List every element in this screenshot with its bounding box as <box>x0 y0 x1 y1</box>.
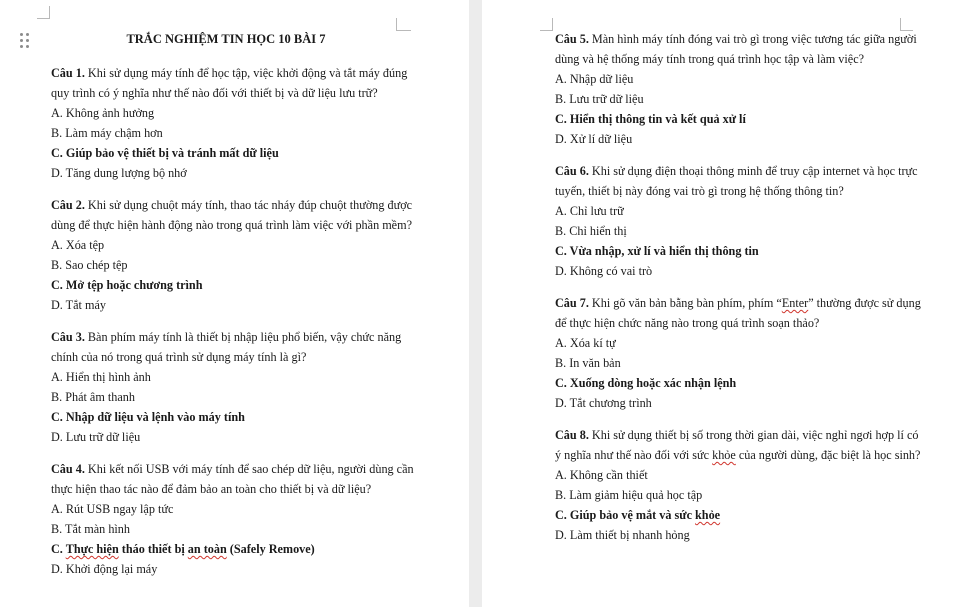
question-label: Câu 4. <box>51 462 85 476</box>
option-b[interactable]: B. Chỉ hiển thị <box>555 224 627 238</box>
option-c-correct[interactable]: C. Nhập dữ liệu và lệnh vào máy tính <box>51 410 245 424</box>
question-text[interactable] <box>51 327 421 367</box>
option-suffix: (Safely Remove) <box>226 542 315 556</box>
option-text-middle: tháo thiết bị <box>118 542 188 556</box>
question-body-start: Khi gõ văn bản bằng bàn phím, phím “ <box>588 296 782 310</box>
option-a[interactable]: A. Chỉ lưu trữ <box>555 204 624 218</box>
option-b[interactable]: B. Sao chép tệp <box>51 258 128 272</box>
document-page-left <box>0 0 469 607</box>
question-label: Câu 6. <box>555 164 589 178</box>
page-right-content <box>555 29 925 557</box>
question-body: Khi sử dụng điện thoại thông minh để truy cập internet và học trực tuyến, thiết bị này đóng vai trò gì trong hệ thống thông tin? <box>555 164 918 198</box>
spell-flagged-word[interactable]: an toàn <box>187 542 227 556</box>
question-text[interactable] <box>555 29 925 69</box>
question-text[interactable] <box>555 293 925 333</box>
option-b[interactable]: B. Làm giảm hiệu quả học tập <box>555 488 703 502</box>
option-prefix: C. Giúp bảo vệ mắt và sức <box>555 508 696 522</box>
option-b[interactable]: B. Làm máy chậm hơn <box>51 126 163 140</box>
option-a[interactable]: A. Rút USB ngay lập tức <box>51 502 174 516</box>
option-d[interactable]: D. Lưu trữ dữ liệu <box>51 430 141 444</box>
option-a[interactable]: A. Không cần thiết <box>555 468 648 482</box>
option-a[interactable]: A. Nhập dữ liệu <box>555 72 634 86</box>
crop-mark-top-left <box>37 6 50 19</box>
option-prefix: C. <box>51 542 66 556</box>
option-d[interactable]: D. Làm thiết bị nhanh hỏng <box>555 528 690 542</box>
option-c-correct[interactable]: C. Hiển thị thông tin và kết quả xử lí <box>555 112 746 126</box>
option-a[interactable]: A. Xóa tệp <box>51 238 105 252</box>
option-a[interactable]: A. Xóa kí tự <box>555 336 616 350</box>
option-b[interactable]: B. Phát âm thanh <box>51 390 135 404</box>
question-body-start: Khi sử dụng thiết bị số trong thời gian dài, việc nghỉ ngơi hợp lí có ý nghĩa như thế nào đối với sức <box>555 428 919 462</box>
spell-flagged-word[interactable]: khỏe <box>712 448 736 462</box>
question-body: Màn hình máy tính đóng vai trò gì trong việc tương tác giữa người dùng và hệ thống máy tính trong quá trình học tập và làm việc? <box>555 32 917 66</box>
option-a[interactable]: A. Không ảnh hưởng <box>51 106 155 120</box>
table-move-handle-icon[interactable] <box>20 33 30 49</box>
question-body-end: ” thường được sử dụng để thực hiện chức năng nào trong quá trình soạn thảo? <box>555 296 921 330</box>
option-d[interactable]: D. Tắt chương trình <box>555 396 652 410</box>
question-1 <box>51 63 421 183</box>
question-5 <box>555 29 925 149</box>
option-b[interactable]: B. Lưu trữ dữ liệu <box>555 92 644 106</box>
option-c-correct[interactable] <box>51 539 421 559</box>
option-d[interactable]: D. Tăng dung lượng bộ nhớ <box>51 166 187 180</box>
question-text[interactable] <box>555 425 925 465</box>
question-label: Câu 3. <box>51 330 85 344</box>
question-body: Khi kết nối USB với máy tính để sao chép dữ liệu, người dùng cần thực hiện thao tác nào để đảm bảo an toàn cho thiết bị và dữ liệu? <box>51 462 414 496</box>
question-text[interactable] <box>555 161 925 201</box>
document-page-right <box>482 0 958 607</box>
question-label: Câu 8. <box>555 428 589 442</box>
option-c-correct[interactable]: C. Giúp bảo vệ thiết bị và tránh mất dữ liệu <box>51 146 279 160</box>
option-a[interactable]: A. Hiển thị hình ảnh <box>51 370 151 384</box>
question-6 <box>555 161 925 281</box>
option-c-correct[interactable]: C. Mở tệp hoặc chương trình <box>51 278 203 292</box>
question-label: Câu 5. <box>555 32 589 46</box>
question-body: Khi sử dụng máy tính để học tập, việc khởi động và tắt máy đúng quy trình có ý nghĩa như thế nào đối với thiết bị và dữ liệu lưu trữ? <box>51 66 408 100</box>
option-d[interactable]: D. Khởi động lại máy <box>51 562 158 576</box>
option-c-correct[interactable]: C. Xuống dòng hoặc xác nhận lệnh <box>555 376 737 390</box>
option-b[interactable]: B. In văn bản <box>555 356 621 370</box>
question-body-end: của người dùng, đặc biệt là học sinh? <box>735 448 921 462</box>
question-text[interactable] <box>51 459 421 499</box>
question-3 <box>51 327 421 447</box>
question-text[interactable] <box>51 63 421 103</box>
question-body: Khi sử dụng chuột máy tính, thao tác nháy đúp chuột thường được dùng để thực hiện hành động nào trong quá trình làm việc với phần mềm? <box>51 198 413 232</box>
spell-flagged-word[interactable]: Enter <box>781 296 809 310</box>
page-left-content <box>51 29 421 591</box>
question-8 <box>555 425 925 545</box>
crop-mark-top-left <box>540 18 553 31</box>
question-label: Câu 7. <box>555 296 589 310</box>
question-label: Câu 1. <box>51 66 85 80</box>
option-d[interactable]: D. Tắt máy <box>51 298 106 312</box>
document-title: TRẮC NGHIỆM TIN HỌC 10 BÀI 7 <box>126 32 326 46</box>
option-b[interactable]: B. Tắt màn hình <box>51 522 130 536</box>
question-body: Bàn phím máy tính là thiết bị nhập liệu phổ biến, vậy chức năng chính của nó trong quá trình sử dụng máy tính là gì? <box>51 330 402 364</box>
option-d[interactable]: D. Không có vai trò <box>555 264 653 278</box>
option-d[interactable]: D. Xử lí dữ liệu <box>555 132 633 146</box>
option-c-correct[interactable]: C. Vừa nhập, xử lí và hiển thị thông tin <box>555 244 759 258</box>
question-4 <box>51 459 421 579</box>
option-c-correct[interactable] <box>555 505 925 525</box>
question-7 <box>555 293 925 413</box>
spell-flagged-word[interactable]: khỏe <box>695 508 721 522</box>
spell-flagged-word[interactable]: Thực hiện <box>65 542 119 556</box>
question-2 <box>51 195 421 315</box>
question-label: Câu 2. <box>51 198 85 212</box>
question-text[interactable] <box>51 195 421 235</box>
